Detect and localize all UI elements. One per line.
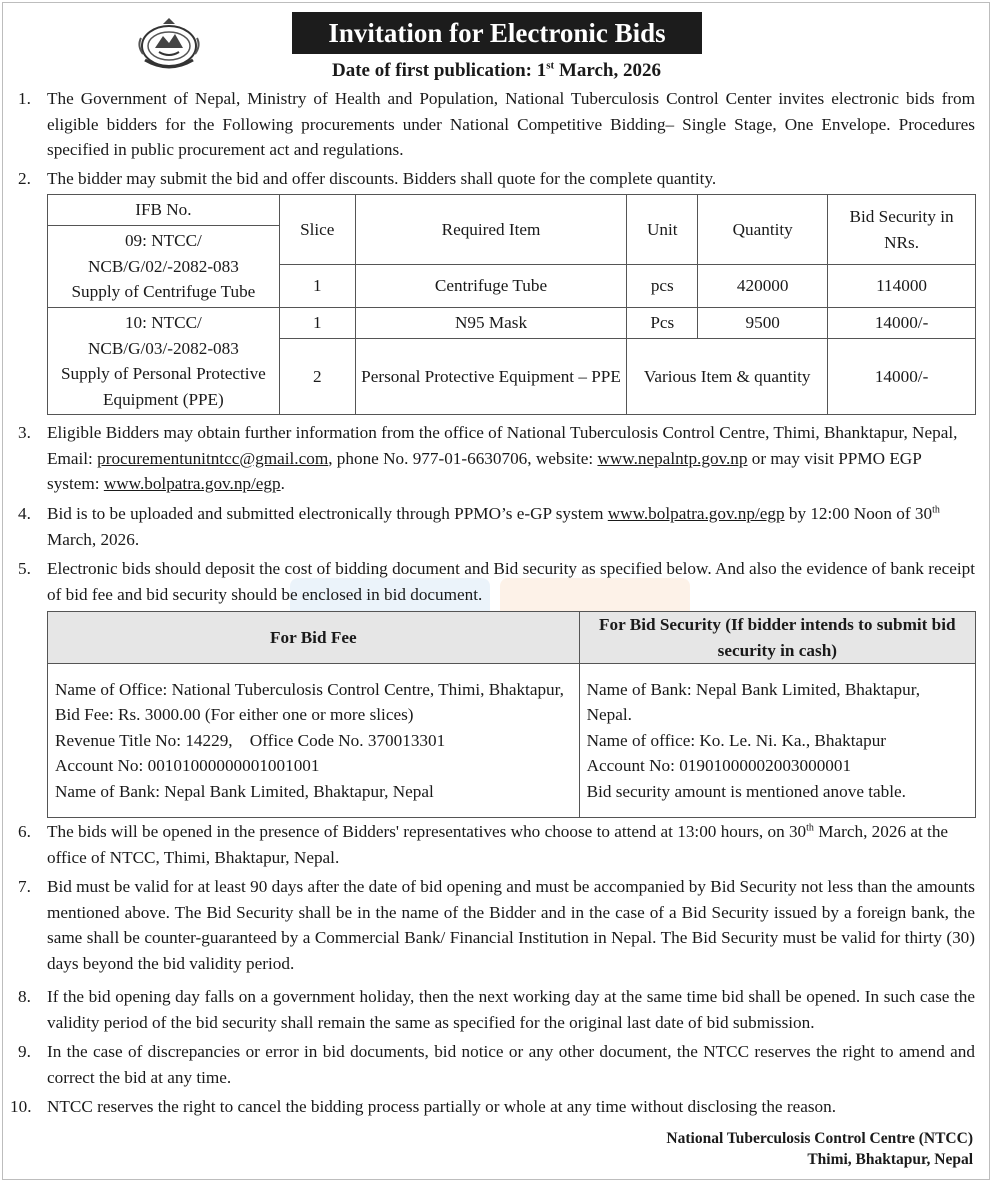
item-number: 7. xyxy=(18,877,31,896)
list-item xyxy=(0,166,975,192)
table-row xyxy=(48,664,976,818)
table-row xyxy=(48,308,976,339)
security-cell: 14000/- xyxy=(828,308,976,339)
egp-link[interactable]: www.bolpatra.gov.np/egp xyxy=(103,474,281,493)
item-header: Required Item xyxy=(355,195,627,265)
item-number: 9. xyxy=(18,1042,31,1061)
item-text: Bid must be valid for at least 90 days after the date of bid opening and must be accompanied by Bid Security not less than the amounts mentioned above. The Bid Security shall be in the name of the Bidder and in the case of a Bid Security issued by a foreign bank, the same shall be counter-guaranteed by a Commercial Bank/ Financial Institution in Nepal. The Bid Security must be valid for thirty (30) days beyond the bid validity period. xyxy=(47,877,975,973)
table-header-row xyxy=(48,195,976,226)
item-number: 4. xyxy=(18,504,31,523)
procurement-table xyxy=(47,194,976,415)
security-cell: 114000 xyxy=(828,265,976,308)
slice-header: Slice xyxy=(279,195,355,265)
item-number: 3. xyxy=(18,423,31,442)
item-number: 1. xyxy=(18,89,31,108)
quantity-header: Quantity xyxy=(698,195,828,265)
list-item xyxy=(0,1039,975,1090)
item-text: Eligible Bidders may obtain further information from the office of National Tuberculosis Control Centre, Thimi, Bhanktapur, Nepal, Email: procurementunitntcc@gmail.com, phone No. 977-01-6630706, website: www.nepalntp.gov.np or may visit PPMO EGP system: www.bolpatra.gov.np/egp. xyxy=(47,423,958,493)
signature-organization: National Tuberculosis Control Centre (NTCC) xyxy=(666,1130,973,1147)
list-item xyxy=(0,819,975,870)
website-link[interactable]: www.nepalntp.gov.np xyxy=(597,448,748,468)
quantity-cell: 9500 xyxy=(698,308,828,339)
unit-cell: Pcs xyxy=(627,308,698,339)
ifb-header: IFB No. xyxy=(48,195,280,226)
unit-header: Unit xyxy=(627,195,698,265)
slice-cell: 2 xyxy=(279,339,355,415)
email-link[interactable]: procurementunitntcc@gmail.com xyxy=(97,448,329,468)
item-text: The bids will be opened in the presence of Bidders' representatives who choose to attend at 13:00 hours, on 30th March, 2026 at the office of NTCC, Thimi, Bhaktapur, Nepal. xyxy=(47,822,949,867)
item-number: 2. xyxy=(18,169,31,188)
list-item xyxy=(0,1094,975,1120)
slice-cell: 1 xyxy=(279,265,355,308)
bid-security-cell: Name of Bank: Nepal Bank Limited, Bhaktapur, Nepal. Name of office: Ko. Le. Ni. Ka., Bhaktapur Account No: 01901000002003000001 Bid security amount is mentioned anove table. xyxy=(579,664,975,818)
item-number: 8. xyxy=(18,987,31,1006)
list-item xyxy=(0,874,975,976)
item-number: 6. xyxy=(18,822,31,841)
item-text: The bidder may submit the bid and offer discounts. Bidders shall quote for the complete quantity. xyxy=(47,169,717,188)
slice-cell: 1 xyxy=(279,308,355,339)
item-text: Bid is to be uploaded and submitted electronically through PPMO’s e-GP system www.bolpatra.gov.np/egp by 12:00 Noon of 30th March, 2026. xyxy=(47,504,940,549)
item-cell: N95 Mask xyxy=(355,308,627,339)
payment-table xyxy=(47,611,976,818)
item-text: Electronic bids should deposit the cost of bidding document and Bid security as specified below. And also the evidence of bank receipt of bid fee and bid security should be enclosed in bid document. xyxy=(47,559,975,604)
item-text: If the bid opening day falls on a government holiday, then the next working day at the same time bid shall be opened. In such case the validity period of the bid security shall remain the same as specified for the original last date of bid submission. xyxy=(47,987,975,1032)
security-cell: 14000/- xyxy=(828,339,976,415)
signature-address: Thimi, Bhaktapur, Nepal xyxy=(807,1151,973,1168)
bid-security-header: For Bid Security (If bidder intends to submit bid security in cash) xyxy=(579,612,975,664)
table-header-row xyxy=(48,612,976,664)
item-number: 10. xyxy=(10,1097,32,1116)
item-number: 5. xyxy=(18,559,31,578)
list-item xyxy=(0,984,975,1035)
quantity-cell: 420000 xyxy=(698,265,828,308)
egp-link[interactable]: www.bolpatra.gov.np/egp xyxy=(607,504,785,523)
bid-fee-header: For Bid Fee xyxy=(48,612,580,664)
ifb-cell: 10: NTCC/ NCB/G/03/-2082-083 Supply of Personal Protective Equipment (PPE) xyxy=(48,308,280,415)
list-item xyxy=(0,86,975,163)
item-text: NTCC reserves the right to cancel the bidding process partially or whole at any time without disclosing the reason. xyxy=(47,1097,836,1116)
unit-cell: pcs xyxy=(627,265,698,308)
list-item xyxy=(0,556,975,607)
list-item xyxy=(0,501,975,552)
page-title: Invitation for Electronic Bids xyxy=(292,12,702,54)
publication-date: Date of first publication: 1st March, 2026 xyxy=(332,59,661,81)
item-cell: Centrifuge Tube xyxy=(355,265,627,308)
ifb-cell: 09: NTCC/ NCB/G/02/-2082-083 Supply of Centrifuge Tube xyxy=(48,226,280,308)
unit-quantity-cell: Various Item & quantity xyxy=(627,339,828,415)
bid-fee-cell: Name of Office: National Tuberculosis Control Centre, Thimi, Bhaktapur, Bid Fee: Rs. 3000.00 (For either one or more slices) Revenue Title No: 14229, Office Code No. 370013301 Account No: 00101000000001001001 Name of Bank: Nepal Bank Limited, Bhaktapur, Nepal xyxy=(48,664,580,818)
item-text: In the case of discrepancies or error in bid documents, bid notice or any other document, the NTCC reserves the right to amend and correct the bid at any time. xyxy=(47,1042,975,1087)
item-cell: Personal Protective Equipment – PPE xyxy=(355,339,627,415)
item-text: The Government of Nepal, Ministry of Health and Population, National Tuberculosis Control Center invites electronic bids from eligible bidders for the Following procurements under National Competitive Bidding– Single Stage, One Envelope. Procedures specified in public procurement act and regulations. xyxy=(47,89,975,159)
list-item xyxy=(0,420,975,497)
security-header: Bid Security in NRs. xyxy=(828,195,976,265)
